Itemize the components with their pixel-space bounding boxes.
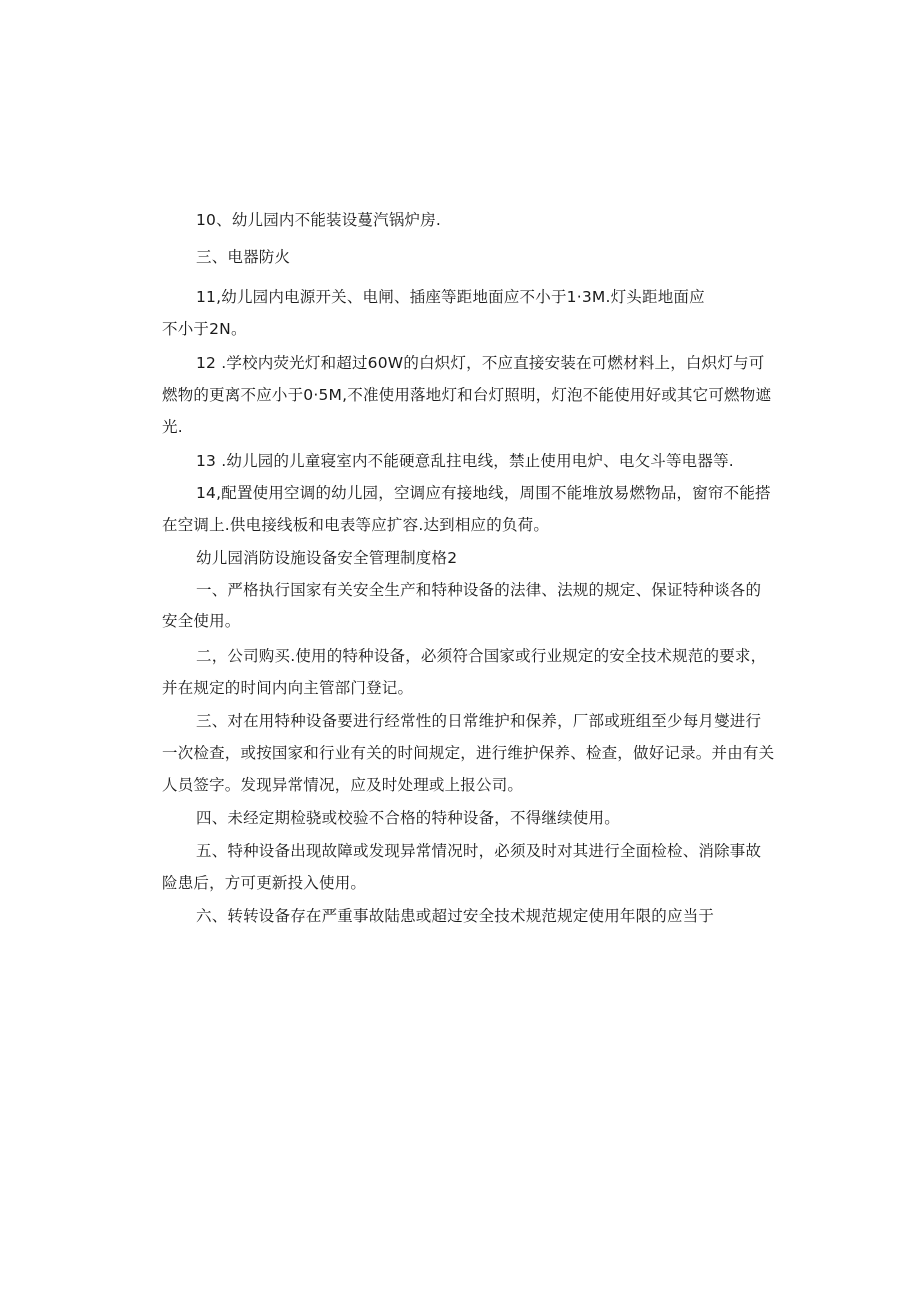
document-subtitle: 幼儿园消防设施设备安全管理制度格2 xyxy=(196,549,458,567)
paragraph-12-line-3: 光. xyxy=(162,418,183,436)
paragraph-12-line-1: 12 .学校内荧光灯和超过60W的白炽灯，不应直接安装在可燃材料上，白炽灯与可 xyxy=(196,354,765,372)
paragraph-11-line-2: 不小于2N。 xyxy=(162,320,247,338)
rule-1-line-2: 安全使用。 xyxy=(162,612,241,630)
section-heading-electrical-fire-prevention: 三、电器防火 xyxy=(196,248,291,266)
rule-3-line-2: 一次检查，或按国家和行业有关的时间规定，进行维护保养、检查，做好记录。并由有关 xyxy=(162,744,775,762)
rule-4: 四、未经定期检骁或校验不合格的特种设备，不得继续使用。 xyxy=(196,809,620,827)
paragraph-14-line-2: 在空调上.供电接线板和电表等应扩容.达到相应的负荷。 xyxy=(162,516,550,534)
paragraph-11-line-1: 11,幼儿园内电源开关、电闸、插座等距地面应不小于1·3M.灯头距地面应 xyxy=(196,288,705,306)
rule-5-line-1: 五、特种设备出现故障或发现异常情况时，必须及时对其进行全面检检、消除事故 xyxy=(196,842,762,860)
rule-3-line-1: 三、对在用特种设备要进行经常性的日常维护和保养，厂部或班组至少每月燮进行 xyxy=(196,712,762,730)
paragraph-13: 13 .幼儿园的儿童寝室内不能硬意乱拄电线，禁止使用电炉、电攵斗等电器等. xyxy=(196,452,734,470)
rule-3-line-3: 人员签字。发现异常情况，应及时处理或上报公司。 xyxy=(162,776,524,794)
rule-1-line-1: 一、严格执行国家有关安全生产和特种设备的法律、法规的规定、保证特种谈各的 xyxy=(196,581,762,599)
rule-2-line-2: 并在规定的时间内向主管部门登记。 xyxy=(162,679,414,697)
paragraph-12-line-2: 燃物的更离不应小于0·5M,不准使用落地灯和台灯照明，灯泡不能使用好或其它可燃物遮 xyxy=(162,386,772,404)
rule-5-line-2: 险患后，方可更新投入使用。 xyxy=(162,874,367,892)
paragraph-14-line-1: 14,配置使用空调的幼儿园，空调应有接地线，周围不能堆放易燃物品，窗帘不能搭 xyxy=(196,484,771,502)
paragraph-10: 10、幼儿园内不能装设蔓汽锅炉房. xyxy=(196,211,442,229)
rule-2-line-1: 二，公司购买.使用的特种设备，必须符合国家或行业规定的安全技术规范的要求， xyxy=(196,647,767,665)
rule-6: 六、转转设备存在严重事故陆患或超过安全技术规范规定使用年限的应当于 xyxy=(196,907,715,925)
